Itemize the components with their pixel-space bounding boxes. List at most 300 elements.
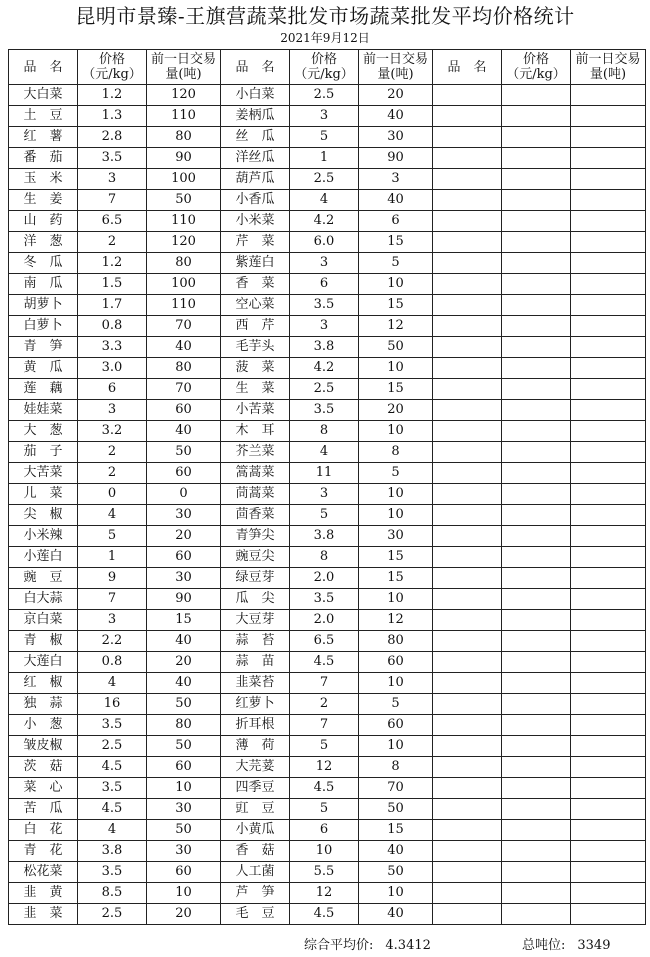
cell-volume-2: 12 [359,610,433,631]
cell-empty-3 [433,631,502,652]
cell-name-1: 青 花 [9,841,78,862]
cell-empty-3 [571,589,646,610]
cell-empty-3 [571,106,646,127]
cell-empty-3 [433,799,502,820]
table-row [9,316,646,337]
cell-empty-3 [571,379,646,400]
cell-volume-2: 15 [359,295,433,316]
total-tonnage-value: 3349 [577,938,611,953]
cell-price-2: 4.5 [290,652,359,673]
cell-price-2: 8 [290,547,359,568]
cell-empty-3 [433,442,502,463]
cell-empty-3 [433,337,502,358]
header-price-2: 价格（元/kg） [290,50,359,85]
cell-name-2: 芦 笋 [221,883,290,904]
cell-price-2: 4.5 [290,904,359,925]
table-row [9,883,646,904]
cell-empty-3 [433,232,502,253]
table-row [9,484,646,505]
cell-empty-3 [502,169,571,190]
cell-empty-3 [502,841,571,862]
average-price-label: 综合平均价: [304,938,374,953]
cell-price-2: 5 [290,505,359,526]
cell-price-1: 4 [78,820,147,841]
cell-volume-1: 50 [147,736,221,757]
cell-empty-3 [571,505,646,526]
cell-empty-3 [502,589,571,610]
cell-volume-2: 30 [359,127,433,148]
cell-volume-2: 50 [359,862,433,883]
cell-name-1: 大 葱 [9,421,78,442]
cell-name-1: 苦 瓜 [9,799,78,820]
cell-volume-2: 10 [359,274,433,295]
cell-empty-3 [433,862,502,883]
cell-volume-2: 10 [359,358,433,379]
cell-price-1: 3.0 [78,358,147,379]
cell-name-1: 红 薯 [9,127,78,148]
cell-empty-3 [571,673,646,694]
cell-volume-1: 60 [147,757,221,778]
cell-volume-2: 80 [359,631,433,652]
cell-name-2: 小米菜 [221,211,290,232]
cell-name-1: 洋 葱 [9,232,78,253]
cell-volume-1: 50 [147,820,221,841]
table-row [9,127,646,148]
cell-name-1: 茄 子 [9,442,78,463]
cell-name-2: 茴香菜 [221,505,290,526]
cell-empty-3 [571,862,646,883]
cell-price-1: 4.5 [78,799,147,820]
cell-price-2: 6 [290,820,359,841]
cell-name-1: 儿 菜 [9,484,78,505]
cell-empty-3 [433,904,502,925]
cell-price-2: 2.0 [290,568,359,589]
cell-price-1: 1.7 [78,295,147,316]
cell-empty-3 [571,820,646,841]
cell-volume-2: 10 [359,421,433,442]
table-row [9,862,646,883]
cell-name-2: 小香瓜 [221,190,290,211]
table-row [9,358,646,379]
cell-empty-3 [502,631,571,652]
cell-name-1: 黄 瓜 [9,358,78,379]
cell-price-2: 5 [290,736,359,757]
cell-empty-3 [502,694,571,715]
cell-price-1: 1.2 [78,85,147,106]
header-volume-2: 前一日交易量(吨) [359,50,433,85]
cell-name-2: 豇 豆 [221,799,290,820]
table-row [9,442,646,463]
cell-empty-3 [571,883,646,904]
cell-name-1: 大莲白 [9,652,78,673]
cell-name-2: 薄 荷 [221,736,290,757]
cell-name-2: 菠 菜 [221,358,290,379]
cell-volume-2: 40 [359,106,433,127]
table-row [9,148,646,169]
cell-price-2: 10 [290,841,359,862]
table-row [9,106,646,127]
cell-volume-2: 15 [359,568,433,589]
cell-name-1: 红 椒 [9,673,78,694]
cell-empty-3 [502,337,571,358]
cell-price-2: 12 [290,757,359,778]
cell-volume-2: 60 [359,652,433,673]
cell-name-1: 青 椒 [9,631,78,652]
cell-empty-3 [571,337,646,358]
cell-empty-3 [502,505,571,526]
cell-volume-1: 110 [147,295,221,316]
cell-price-1: 3 [78,169,147,190]
table-row [9,211,646,232]
cell-empty-3 [433,484,502,505]
cell-volume-1: 90 [147,148,221,169]
cell-name-2: 折耳根 [221,715,290,736]
cell-empty-3 [433,694,502,715]
cell-volume-2: 20 [359,85,433,106]
price-table [8,49,646,925]
page-title: 昆明市景臻-王旗营蔬菜批发市场蔬菜批发平均价格统计 [75,4,575,28]
cell-price-2: 2 [290,694,359,715]
cell-name-2: 空心菜 [221,295,290,316]
cell-volume-2: 60 [359,715,433,736]
cell-volume-2: 90 [359,148,433,169]
cell-empty-3 [502,421,571,442]
cell-empty-3 [571,274,646,295]
header-volume-3: 前一日交易量(吨) [571,50,646,85]
cell-volume-2: 10 [359,484,433,505]
table-row [9,232,646,253]
cell-price-2: 3 [290,316,359,337]
cell-price-2: 3 [290,253,359,274]
cell-name-2: 洋丝瓜 [221,148,290,169]
cell-empty-3 [433,190,502,211]
cell-empty-3 [571,295,646,316]
cell-price-2: 6.5 [290,631,359,652]
cell-volume-1: 60 [147,400,221,421]
cell-price-1: 16 [78,694,147,715]
table-body [9,85,646,925]
cell-price-2: 5.5 [290,862,359,883]
cell-empty-3 [433,463,502,484]
cell-volume-1: 80 [147,358,221,379]
cell-empty-3 [571,694,646,715]
cell-empty-3 [433,211,502,232]
cell-volume-2: 3 [359,169,433,190]
cell-volume-1: 40 [147,421,221,442]
cell-price-2: 3 [290,484,359,505]
cell-volume-2: 10 [359,736,433,757]
cell-name-1: 京白菜 [9,610,78,631]
cell-volume-2: 15 [359,232,433,253]
cell-volume-1: 40 [147,631,221,652]
cell-empty-3 [433,127,502,148]
cell-volume-2: 40 [359,190,433,211]
cell-name-1: 娃娃菜 [9,400,78,421]
cell-price-2: 2.0 [290,610,359,631]
cell-price-1: 3.5 [78,148,147,169]
table-row [9,505,646,526]
table-row [9,295,646,316]
cell-empty-3 [502,778,571,799]
cell-volume-2: 6 [359,211,433,232]
cell-empty-3 [433,652,502,673]
table-row [9,568,646,589]
cell-volume-2: 70 [359,778,433,799]
cell-empty-3 [571,148,646,169]
cell-price-2: 7 [290,715,359,736]
table-row [9,778,646,799]
cell-price-1: 4 [78,673,147,694]
cell-name-1: 独 蒜 [9,694,78,715]
cell-empty-3 [502,442,571,463]
cell-price-1: 9 [78,568,147,589]
cell-price-1: 6 [78,379,147,400]
table-row [9,694,646,715]
cell-name-1: 白大蒜 [9,589,78,610]
cell-name-2: 大豆芽 [221,610,290,631]
cell-empty-3 [571,652,646,673]
cell-volume-2: 15 [359,547,433,568]
cell-price-2: 11 [290,463,359,484]
cell-name-2: 芥兰菜 [221,442,290,463]
cell-empty-3 [502,820,571,841]
cell-price-1: 2 [78,463,147,484]
cell-name-2: 四季豆 [221,778,290,799]
cell-empty-3 [502,295,571,316]
cell-empty-3 [502,652,571,673]
cell-price-1: 1 [78,547,147,568]
cell-name-2: 葫芦瓜 [221,169,290,190]
cell-name-1: 胡萝卜 [9,295,78,316]
table-row [9,421,646,442]
header-name-2: 品 名 [221,50,290,85]
cell-price-1: 1.5 [78,274,147,295]
table-row [9,757,646,778]
cell-empty-3 [502,148,571,169]
cell-empty-3 [571,904,646,925]
cell-name-1: 韭 黄 [9,883,78,904]
header-price-3: 价格（元/kg） [502,50,571,85]
cell-volume-1: 20 [147,652,221,673]
cell-empty-3 [502,715,571,736]
cell-price-2: 2.5 [290,85,359,106]
cell-name-2: 人工菌 [221,862,290,883]
cell-empty-3 [502,358,571,379]
cell-empty-3 [571,610,646,631]
cell-price-2: 1 [290,148,359,169]
cell-name-2: 蒜 苗 [221,652,290,673]
table-row [9,274,646,295]
cell-empty-3 [571,631,646,652]
cell-empty-3 [571,211,646,232]
cell-price-1: 2.5 [78,904,147,925]
table-row [9,610,646,631]
table-row [9,715,646,736]
cell-empty-3 [433,736,502,757]
header-name-3: 品 名 [433,50,502,85]
cell-name-1: 大苦菜 [9,463,78,484]
cell-volume-2: 5 [359,253,433,274]
cell-name-1: 番 茄 [9,148,78,169]
cell-name-2: 豌豆尖 [221,547,290,568]
cell-name-1: 皱皮椒 [9,736,78,757]
cell-price-2: 12 [290,883,359,904]
cell-name-2: 小黄瓜 [221,820,290,841]
cell-empty-3 [433,253,502,274]
cell-empty-3 [502,463,571,484]
cell-empty-3 [502,253,571,274]
table-row [9,526,646,547]
cell-empty-3 [502,610,571,631]
cell-volume-1: 50 [147,190,221,211]
cell-volume-1: 20 [147,526,221,547]
cell-price-1: 3.5 [78,862,147,883]
cell-empty-3 [571,463,646,484]
cell-name-2: 红萝卜 [221,694,290,715]
cell-empty-3 [502,736,571,757]
table-row [9,190,646,211]
cell-name-2: 毛 豆 [221,904,290,925]
cell-price-2: 4.2 [290,358,359,379]
table-row [9,463,646,484]
cell-empty-3 [571,547,646,568]
cell-name-1: 玉 米 [9,169,78,190]
cell-price-1: 3 [78,400,147,421]
total-tonnage [522,937,610,955]
cell-volume-2: 10 [359,673,433,694]
cell-name-2: 香 菜 [221,274,290,295]
cell-volume-2: 8 [359,757,433,778]
cell-empty-3 [502,316,571,337]
cell-volume-2: 5 [359,694,433,715]
table-row [9,589,646,610]
cell-empty-3 [571,358,646,379]
cell-empty-3 [433,589,502,610]
cell-empty-3 [433,358,502,379]
cell-name-2: 木 耳 [221,421,290,442]
cell-name-1: 莲 藕 [9,379,78,400]
cell-name-2: 香 菇 [221,841,290,862]
cell-empty-3 [571,442,646,463]
cell-volume-1: 30 [147,568,221,589]
cell-volume-1: 110 [147,211,221,232]
cell-price-2: 3.8 [290,337,359,358]
cell-empty-3 [433,673,502,694]
cell-volume-2: 50 [359,337,433,358]
table-row [9,379,646,400]
report-date: 2021年9月12日 [280,31,370,45]
cell-empty-3 [433,778,502,799]
cell-name-1: 白 花 [9,820,78,841]
table-row [9,904,646,925]
cell-empty-3 [571,400,646,421]
cell-empty-3 [571,841,646,862]
cell-name-2: 绿豆芽 [221,568,290,589]
header-name-1: 品 名 [9,50,78,85]
cell-name-1: 土 豆 [9,106,78,127]
cell-price-2: 3.8 [290,526,359,547]
cell-empty-3 [502,190,571,211]
cell-price-2: 3 [290,106,359,127]
cell-empty-3 [433,526,502,547]
cell-price-1: 3.5 [78,715,147,736]
cell-name-1: 小米辣 [9,526,78,547]
table-row [9,400,646,421]
cell-volume-1: 10 [147,883,221,904]
cell-empty-3 [571,127,646,148]
table-row [9,169,646,190]
table-row [9,652,646,673]
cell-volume-2: 5 [359,463,433,484]
table-row [9,547,646,568]
cell-price-1: 3.8 [78,841,147,862]
cell-empty-3 [571,778,646,799]
cell-name-2: 篙蒿菜 [221,463,290,484]
cell-price-1: 2 [78,442,147,463]
cell-volume-1: 60 [147,463,221,484]
header-volume-1: 前一日交易量(吨) [147,50,221,85]
cell-volume-1: 30 [147,841,221,862]
cell-name-1: 南 瓜 [9,274,78,295]
cell-empty-3 [433,421,502,442]
cell-empty-3 [571,316,646,337]
cell-empty-3 [571,799,646,820]
cell-empty-3 [433,820,502,841]
cell-volume-1: 30 [147,505,221,526]
cell-price-1: 0 [78,484,147,505]
cell-volume-1: 80 [147,253,221,274]
cell-empty-3 [502,85,571,106]
cell-price-1: 4 [78,505,147,526]
cell-price-2: 2.5 [290,169,359,190]
cell-name-2: 芹 菜 [221,232,290,253]
cell-empty-3 [433,106,502,127]
cell-price-2: 8 [290,421,359,442]
cell-empty-3 [502,232,571,253]
cell-price-1: 4.5 [78,757,147,778]
cell-empty-3 [502,799,571,820]
table-row [9,337,646,358]
cell-empty-3 [571,715,646,736]
cell-empty-3 [571,736,646,757]
cell-name-2: 姜柄瓜 [221,106,290,127]
cell-empty-3 [502,547,571,568]
cell-price-1: 2.8 [78,127,147,148]
cell-empty-3 [502,883,571,904]
cell-volume-1: 30 [147,799,221,820]
cell-empty-3 [502,673,571,694]
cell-volume-2: 10 [359,589,433,610]
header-price-1: 价格（元/kg） [78,50,147,85]
cell-name-2: 西 芹 [221,316,290,337]
average-price [304,937,431,955]
cell-name-2: 大芫荽 [221,757,290,778]
cell-empty-3 [502,127,571,148]
cell-name-1: 青 笋 [9,337,78,358]
cell-empty-3 [571,253,646,274]
cell-price-1: 8.5 [78,883,147,904]
cell-name-2: 小白菜 [221,85,290,106]
cell-name-1: 冬 瓜 [9,253,78,274]
table-row [9,799,646,820]
cell-empty-3 [571,757,646,778]
cell-volume-2: 50 [359,799,433,820]
cell-volume-1: 60 [147,862,221,883]
cell-empty-3 [433,715,502,736]
cell-price-2: 4.2 [290,211,359,232]
cell-empty-3 [433,505,502,526]
cell-empty-3 [502,274,571,295]
